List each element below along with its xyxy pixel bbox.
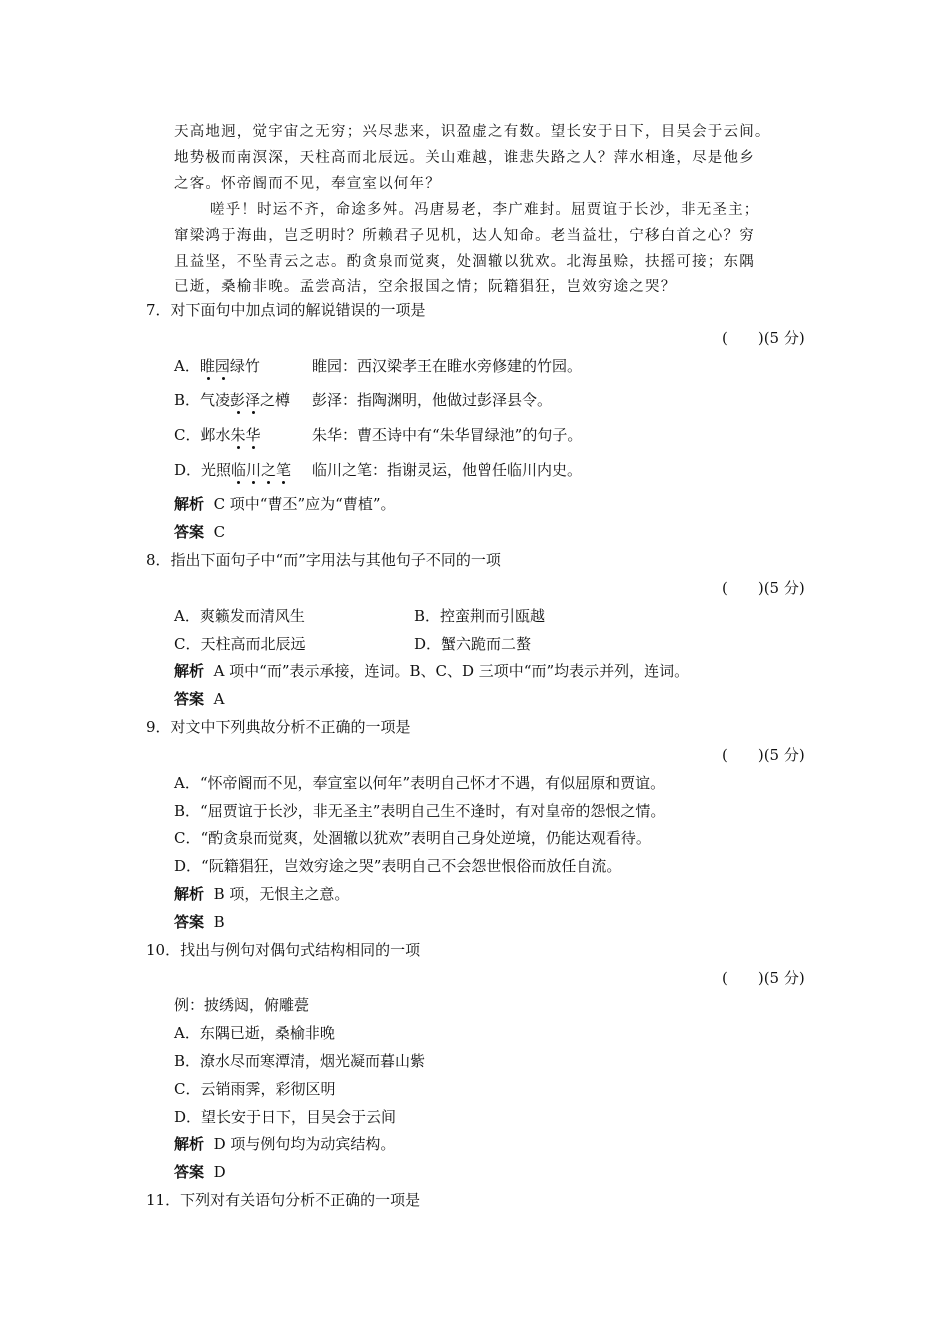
question-7-gloss-b: 彭泽：指陶渊明，他做过彭泽县令。 (312, 391, 553, 409)
option-text: A．睢园绿竹 (174, 357, 260, 375)
option-text: D．光照临川之笔 (174, 461, 292, 479)
emphasis-dot (252, 446, 255, 449)
question-10-stem: 10．找出与例句对偶句式结构相同的一项 (146, 941, 421, 959)
question-8-score: ( )(5 分) (722, 579, 805, 597)
answer-label: 答案 (174, 523, 205, 541)
question-10-option-a: A．东隅已逝，桑榆非晚 (174, 1024, 335, 1042)
question-9-option-b: B．“屈贾谊于长沙，非无圣主”表明自己生不逢时，有对皇帝的怨恨之情。 (174, 802, 666, 820)
answer-label: 答案 (174, 913, 205, 931)
emphasis-dot (282, 481, 285, 484)
emphasis-dot (237, 446, 240, 449)
option-text: C．邺水朱华 (174, 426, 261, 444)
question-9-option-a: A．“怀帝阍而不见，奉宣室以何年”表明自己怀才不遇，有似屈原和贾谊。 (174, 774, 666, 792)
passage-line: 之客。怀帝阍而不见，奉宣室以何年？ (174, 176, 441, 192)
analysis-text: C 项中“曹丕”应为“曹植”。 (213, 495, 396, 513)
question-7-gloss-a: 睢园：西汉梁孝王在睢水旁修建的竹园。 (312, 357, 583, 375)
question-9-stem: 9．对文中下列典故分析不正确的一项是 (146, 718, 411, 736)
question-7-option-b (174, 390, 290, 410)
emphasis-dot (207, 377, 210, 380)
answer-text: C (213, 523, 226, 541)
emphasis-dot (252, 481, 255, 484)
question-9-score: ( )(5 分) (722, 746, 805, 764)
question-7-option-a (174, 356, 260, 376)
question-7-stem: 7．对下面句中加点词的解说错误的一项是 (146, 301, 426, 319)
question-7-score: ( )(5 分) (722, 329, 805, 347)
passage-line: 地势极而南溟深，天柱高而北辰远。关山难越，谁悲失路之人？萍水相逢，尽是他乡 (174, 150, 755, 166)
analysis-text: D 项与例句均为动宾结构。 (213, 1135, 396, 1153)
answer-label: 答案 (174, 1163, 205, 1181)
analysis-text: B 项，无恨主之意。 (213, 885, 350, 903)
analysis-label: 解析 (174, 495, 205, 513)
question-8-analysis (174, 661, 689, 681)
emphasis-dot (252, 411, 255, 414)
question-9-analysis (174, 884, 349, 904)
question-9-option-c: C．“酌贪泉而觉爽，处涸辙以犹欢”表明自己身处逆境，仍能达观看待。 (174, 829, 651, 847)
passage-line: 且益坚，不坠青云之志。酌贪泉而觉爽，处涸辙以犹欢。北海虽赊，扶摇可接；东隅 (174, 254, 755, 270)
question-10-score: ( )(5 分) (722, 969, 805, 987)
question-11-stem: 11．下列对有关语句分析不正确的一项是 (146, 1191, 421, 1209)
question-7-gloss-c: 朱华：曹丕诗中有“朱华冒绿池”的句子。 (312, 426, 583, 444)
question-8-answer (174, 689, 224, 709)
analysis-text: A 项中“而”表示承接，连词。B、C、D 三项中“而”均表示并列，连词。 (213, 662, 690, 680)
emphasis-dot (237, 411, 240, 414)
passage-line: 嗟乎！时运不齐，命途多舛。冯唐易老，李广难封。屈贾谊于长沙，非无圣主； (210, 202, 760, 218)
passage-line: 天高地迥，觉宇宙之无穷；兴尽悲来，识盈虚之有数。望长安于日下，目吴会于云间。 (174, 124, 771, 140)
analysis-label: 解析 (174, 662, 205, 680)
question-8-option-d: D．蟹六跪而二螯 (414, 635, 532, 653)
answer-text: A (213, 690, 225, 708)
question-8-option-a: A．爽籁发而清风生 (174, 607, 305, 625)
question-9-option-d: D．“阮籍猖狂，岂效穷途之哭”表明自己不会怨世恨俗而放任自流。 (174, 857, 622, 875)
question-10-option-d: D．望长安于日下，目吴会于云间 (174, 1108, 397, 1126)
analysis-label: 解析 (174, 885, 205, 903)
question-7-option-c (174, 425, 260, 445)
question-10-example: 例：披绣闼，俯雕甍 (174, 996, 310, 1014)
question-10-answer (174, 1162, 226, 1182)
question-10-analysis (174, 1134, 395, 1154)
answer-label: 答案 (174, 690, 205, 708)
passage-line: 已逝，桑榆非晚。孟尝高洁，空余报国之情；阮籍猖狂，岂效穷途之哭？ (174, 279, 677, 295)
question-8-option-b: B．控蛮荆而引瓯越 (414, 607, 546, 625)
emphasis-dot (237, 481, 240, 484)
question-9-answer (174, 912, 225, 932)
answer-text: D (213, 1163, 226, 1181)
analysis-label: 解析 (174, 1135, 205, 1153)
answer-text: B (213, 913, 225, 931)
question-7-option-d (174, 460, 291, 480)
emphasis-dot (267, 481, 270, 484)
passage-line: 窜梁鸿于海曲，岂乏明时？所赖君子见机，达人知命。老当益壮，宁移白首之心？穷 (174, 228, 755, 244)
question-7-analysis (174, 494, 395, 514)
question-8-option-c: C．天柱高而北辰远 (174, 635, 306, 653)
option-text: B．气凌彭泽之樽 (174, 391, 291, 409)
question-10-option-b: B．潦水尽而寒潭清，烟光凝而暮山紫 (174, 1052, 426, 1070)
question-7-gloss-d: 临川之笔：指谢灵运，他曾任临川内史。 (312, 461, 583, 479)
question-10-option-c: C．云销雨霁，彩彻区明 (174, 1080, 336, 1098)
question-8-stem: 8．指出下面句子中“而”字用法与其他句子不同的一项 (146, 551, 501, 569)
emphasis-dot (222, 377, 225, 380)
question-7-answer (174, 522, 225, 542)
